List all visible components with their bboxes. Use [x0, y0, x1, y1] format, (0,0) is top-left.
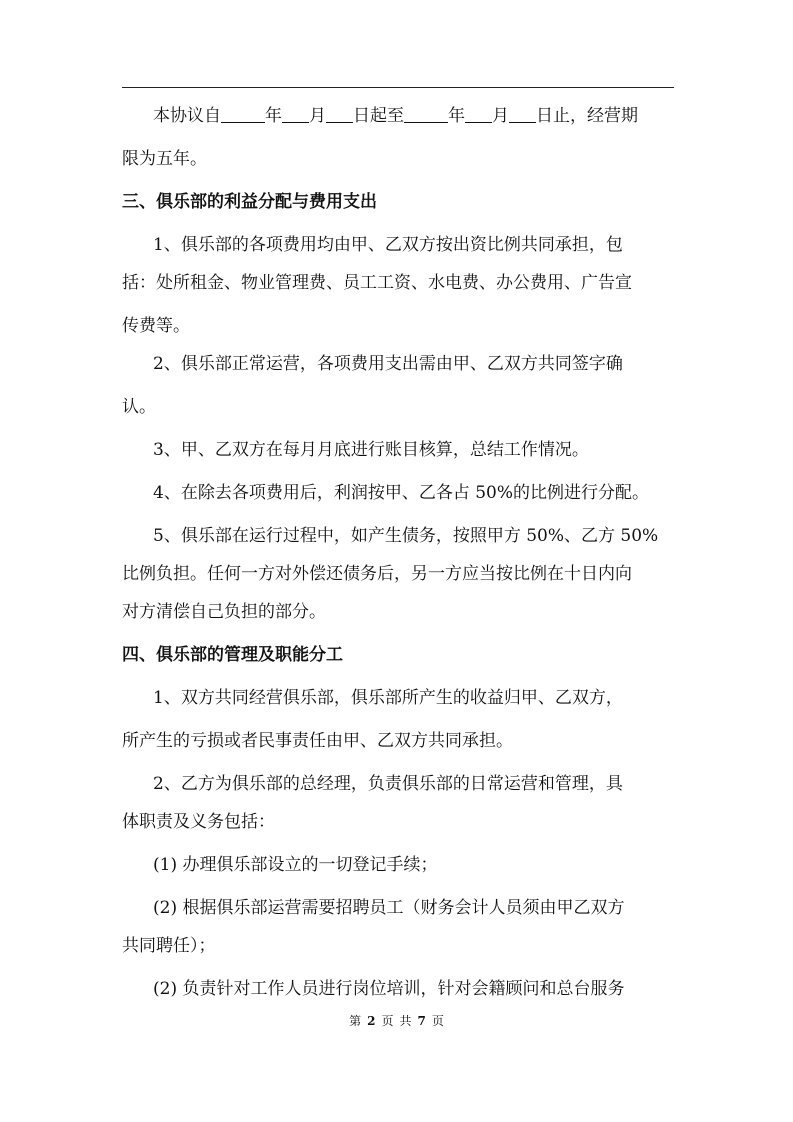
- footer-text: 页: [381, 1014, 394, 1028]
- term-text: 月: [492, 106, 509, 126]
- s3-item-5-line-1: 5、俱乐部在运行过程中，如产生债务，按照甲方 50%、乙方 50%: [153, 526, 659, 546]
- s4-item-2-line-2: 体职责及义务包括：: [122, 812, 275, 832]
- blank-day-1: [326, 108, 353, 123]
- s3-item-5-line-3: 对方清偿自己负担的部分。: [122, 602, 326, 622]
- s3-item-1-line-2: 括：处所租金、物业管理费、员工工资、水电费、办公费用、广告宣: [122, 273, 632, 293]
- s4-item-1-line-2: 所产生的亏损或者民事责任由甲、乙双方共同承担。: [122, 731, 513, 751]
- s4-item-2-line-1: 2、乙方为俱乐部的总经理，负责俱乐部的日常运营和管理，具: [153, 774, 623, 794]
- page-footer: [0, 1012, 793, 1029]
- term-text: 日起至: [353, 106, 404, 126]
- s3-item-3-line-1: 3、甲、乙双方在每月月底进行账目核算，总结工作情况。: [153, 440, 589, 460]
- term-text: 年: [448, 106, 465, 126]
- s3-item-2-line-1: 2、俱乐部正常运营，各项费用支出需由甲、乙双方共同签字确: [153, 354, 623, 374]
- term-text: 年: [265, 106, 282, 126]
- footer-text: 页: [431, 1014, 444, 1028]
- section-3-heading: 三、俱乐部的利益分配与费用支出: [122, 192, 377, 212]
- footer-text: 共: [399, 1014, 412, 1028]
- header-rule: [122, 87, 674, 88]
- blank-day-2: [509, 108, 536, 123]
- s4-sub-2-line-1: (2) 根据俱乐部运营需要招聘员工（财务会计人员须由甲乙双方: [153, 898, 625, 918]
- term-text: 月: [309, 106, 326, 126]
- s4-item-1-line-1: 1、双方共同经营俱乐部，俱乐部所产生的收益归甲、乙双方，: [153, 688, 623, 708]
- s3-item-1-line-1: 1、俱乐部的各项费用均由甲、乙双方按出资比例共同承担，包: [153, 235, 623, 255]
- term-text: 本协议自: [153, 106, 221, 126]
- term-line-2: 限为五年。: [122, 149, 207, 169]
- page-total: 7: [417, 1014, 426, 1028]
- s3-item-2-line-2: 认。: [122, 397, 156, 417]
- s3-item-5-line-2: 比例负担。任何一方对外偿还债务后，另一方应当按比例在十日内向: [122, 564, 632, 584]
- s4-sub-3-line-1: (2) 负责针对工作人员进行岗位培训，针对会籍顾问和总台服务: [153, 979, 625, 999]
- blank-month-1: [282, 108, 309, 123]
- s4-sub-2-line-2: 共同聘任）；: [122, 936, 216, 956]
- s3-item-4-line-1: 4、在除去各项费用后，利润按甲、乙各占 50%的比例进行分配。: [153, 483, 650, 503]
- s4-sub-1-line-1: (1) 办理俱乐部设立的一切登记手续；: [153, 855, 438, 875]
- section-4-heading: 四、俱乐部的管理及职能分工: [122, 645, 343, 665]
- blank-month-2: [465, 108, 492, 123]
- blank-year-2: [404, 108, 448, 123]
- term-line-1: [153, 106, 638, 126]
- term-text: 日止，经营期: [536, 106, 638, 126]
- blank-year-1: [221, 108, 265, 123]
- s3-item-1-line-3: 传费等。: [122, 316, 190, 336]
- page-number: 2: [367, 1014, 376, 1028]
- footer-text: 第: [349, 1014, 362, 1028]
